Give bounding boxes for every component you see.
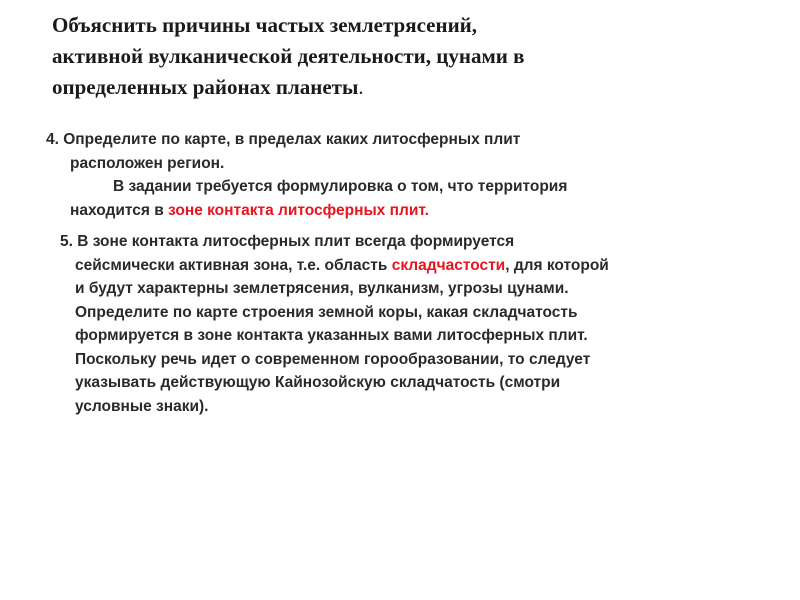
title-line-2: активной вулканической деятельности, цунами в	[52, 44, 525, 68]
item-4-line-4-text: находится в	[70, 201, 169, 219]
item-4-line-1: 4. Определите по карте, в пределах каких литосферных плит	[46, 131, 521, 148]
highlight-contact-zone: зоне контакта литосферных плит.	[168, 201, 429, 219]
title-line-1: Объяснить причины частых землетрясений,	[52, 13, 478, 37]
item-5-line-6: Поскольку речь идет о современном горообразовании, то следует	[75, 350, 591, 368]
highlight-folding: складчастости	[391, 256, 506, 274]
title-line-3	[52, 72, 752, 103]
item-5-line-2-text: сейсмически активная зона, т.е. область	[75, 256, 392, 274]
item-4-line-4	[70, 199, 429, 223]
item-4-line-3: В задании требуется формулировка о том, что территория	[113, 178, 568, 195]
title-period: .	[358, 75, 364, 99]
item-5-line-2-end: , для которой	[505, 256, 609, 274]
item-5-line-8: условные знаки).	[75, 397, 209, 415]
slide-title	[52, 10, 752, 103]
item-4-line-2: расположен регион.	[70, 154, 225, 172]
item-5-line-1: 5. В зоне контакта литосферных плит всегда формируется	[60, 233, 515, 250]
item-5-line-4: Определите по карте строения земной коры, какая складчатость	[75, 303, 578, 321]
item-5-line-5: формируется в зоне контакта указанных вами литосферных плит.	[75, 327, 588, 344]
item-5-line-3: и будут характерны землетрясения, вулканизм, угрозы цунами.	[75, 280, 569, 297]
item-5-line-7: указывать действующую Кайнозойскую складчатость (смотри	[75, 374, 561, 391]
title-line-3-text: определенных районах планеты	[52, 75, 359, 99]
item-5-line-2	[75, 254, 609, 278]
